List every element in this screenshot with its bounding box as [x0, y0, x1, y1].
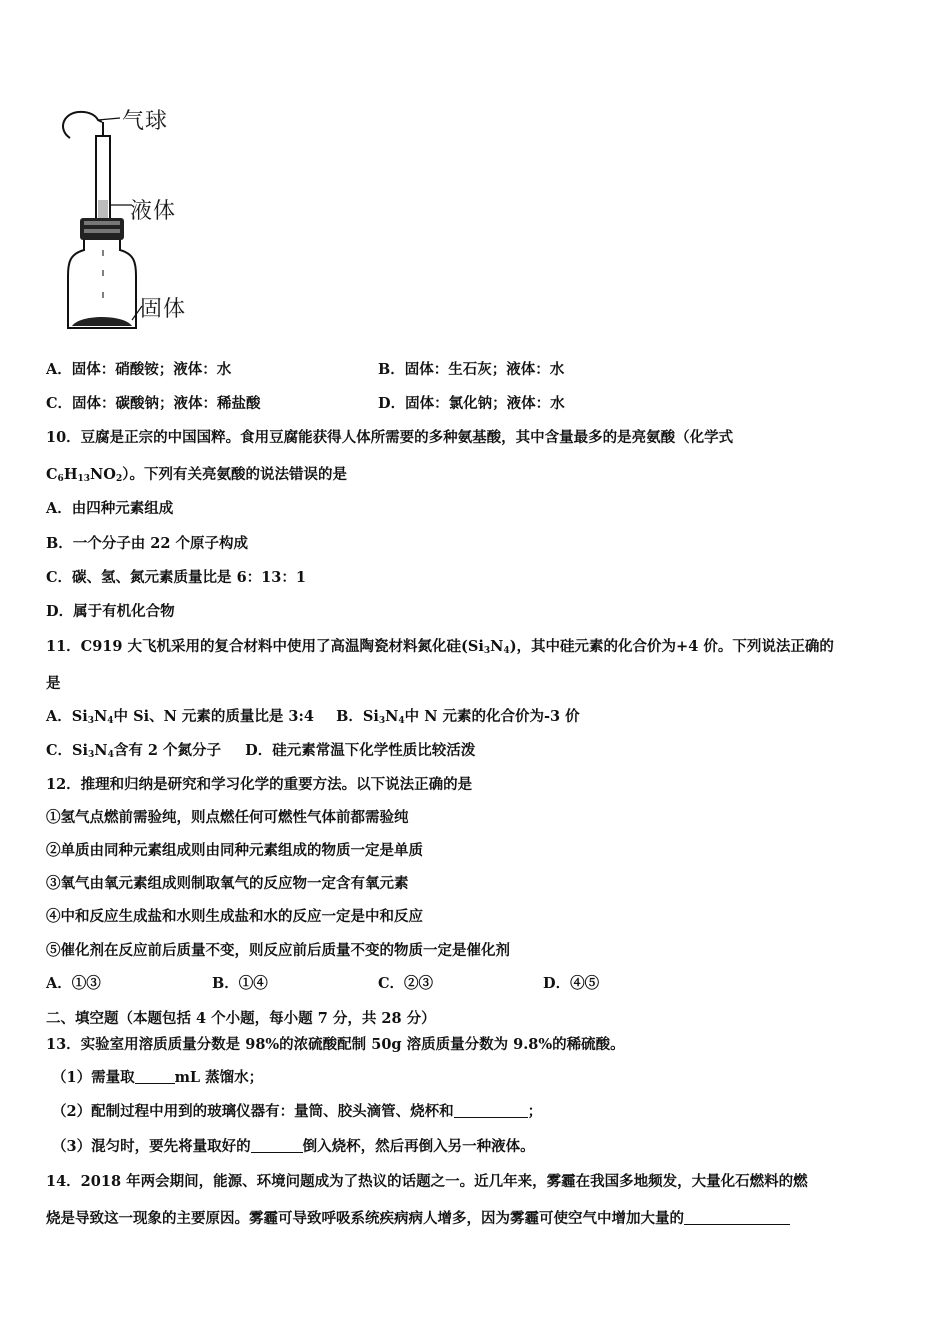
q14-line2: 烧是导致这一现象的主要原因。雾霾可导致呼吸系统疾病病人增多，因为雾霾可使空气中增加大量的: [46, 1209, 790, 1229]
q13-blank-2[interactable]: [454, 1102, 528, 1118]
q10-stem-tail: ）。下列有关亮氨酸的说法错误的是: [122, 466, 347, 483]
q12-option-c: C．②③: [378, 975, 434, 992]
n-symbol: N: [490, 638, 504, 655]
q12-item-4: ④中和反应生成盐和水则生成盐和水的反应一定是中和反应: [46, 908, 423, 925]
q11-option-a: A．$Si_3N_4$中 Si、N 元素的质量比是 3:4: [46, 708, 314, 726]
q11-stem-line1: [46, 637, 834, 657]
q11-option-b: B．$Si_3N_4$中 N 元素的化合价为-3 价: [336, 708, 580, 726]
q10-option-b: B．一个分子由 22 个原子构成: [46, 535, 249, 552]
q12-item-3: ③氧气由氧元素组成则制取氧气的反应物一定含有氧元素: [46, 875, 409, 892]
label-solid: 固体: [140, 297, 187, 322]
q10-stem-line1: 10．豆腐是正宗的中国国粹。食用豆腐能获得人体所需要的多种氨基酸，其中含量最多的是亮氨酸（化学式: [46, 429, 734, 446]
q13-blank-3[interactable]: [251, 1137, 303, 1153]
q9-option-b: B．固体：生石灰；液体：水: [378, 361, 565, 378]
q11-options-cd: [46, 741, 475, 761]
formula-c: C: [46, 466, 58, 483]
q13-part2: （2）配制过程中用到的玻璃仪器有：量筒、胶头滴管、烧杯和 ；: [52, 1103, 543, 1120]
q9-option-a: A．固体：硝酸铵；液体：水: [46, 361, 232, 378]
q10-stem-line2: [46, 465, 347, 485]
q10-option-c: C．碳、氢、氮元素质量比是 6：13：1: [46, 569, 306, 586]
formula-o-sub: 2: [115, 474, 123, 484]
q14-line1: 14．2018 年两会期间，能源、环境问题成为了热议的话题之一。近几年来，雾霾在我国多地频发，大量化石燃料的燃: [46, 1173, 808, 1190]
q9-option-c: C．固体：碳酸钠；液体：稀盐酸: [46, 395, 261, 412]
q11-option-d: D．硅元素常温下化学性质比较活泼: [245, 742, 476, 759]
formula-rest: NO: [90, 466, 116, 483]
q14-blank-1[interactable]: [684, 1209, 790, 1225]
q12-option-d: D．④⑤: [543, 975, 600, 992]
q12-item-1: ①氢气点燃前需验纯，则点燃任何可燃性气体前都需验纯: [46, 809, 409, 826]
q13-blank-1[interactable]: [135, 1068, 175, 1084]
formula-h-sub: 13: [77, 474, 91, 484]
q11-stem-line2: 是: [46, 675, 61, 692]
label-liquid: 液体: [130, 199, 177, 224]
q13-stem: 13．实验室用溶质质量分数是 98%的浓硫酸配制 50g 溶质质量分数为 9.8%的稀硫酸。: [46, 1036, 625, 1053]
q11-options-ab: [46, 707, 580, 727]
q12-item-2: ②单质由同种元素组成则由同种元素组成的物质一定是单质: [46, 842, 423, 859]
n-sub: 4: [503, 646, 510, 656]
q9-option-d: D．固体：氯化钠；液体：水: [378, 395, 565, 412]
q12-option-b: B．①④: [212, 975, 268, 992]
q10-option-a: A．由四种元素组成: [46, 500, 174, 517]
q12-option-a: A．①③: [46, 975, 101, 992]
si-sub: 3: [483, 646, 491, 656]
bottle-shape: [68, 240, 136, 328]
q11-option-c: C．$Si_3N_4$含有 2 个氮分子: [46, 742, 222, 760]
q12-stem: 12．推理和归纳是研究和学习化学的重要方法。以下说法正确的是: [46, 776, 473, 793]
apparatus-figure: [40, 100, 240, 340]
section2-title: 二、填空题（本题包括 4 个小题，每小题 7 分，共 28 分）: [46, 1010, 436, 1027]
q13-part3: （3）混匀时，要先将量取好的 倒入烧杯，然后再倒入另一种液体。: [52, 1138, 535, 1155]
q13-part1: （1）需量取 mL 蒸馏水；: [52, 1069, 264, 1086]
si-symbol: Si: [467, 638, 484, 655]
q10-option-d: D．属于有机化合物: [46, 603, 175, 620]
formula-h: H: [63, 466, 78, 483]
q11-stem-pre: 11．C919 大飞机采用的复合材料中使用了高温陶瓷材料氮化硅(: [46, 638, 468, 655]
label-balloon: 气球: [122, 109, 169, 134]
q11-stem-post: )，其中硅元素的化合价为+4 价。下列说法正确的: [509, 638, 834, 655]
q12-item-5: ⑤催化剂在反应前后质量不变，则反应前后质量不变的物质一定是催化剂: [46, 942, 510, 959]
formula-c-sub: 6: [57, 474, 64, 484]
balloon-shape: [63, 112, 102, 138]
